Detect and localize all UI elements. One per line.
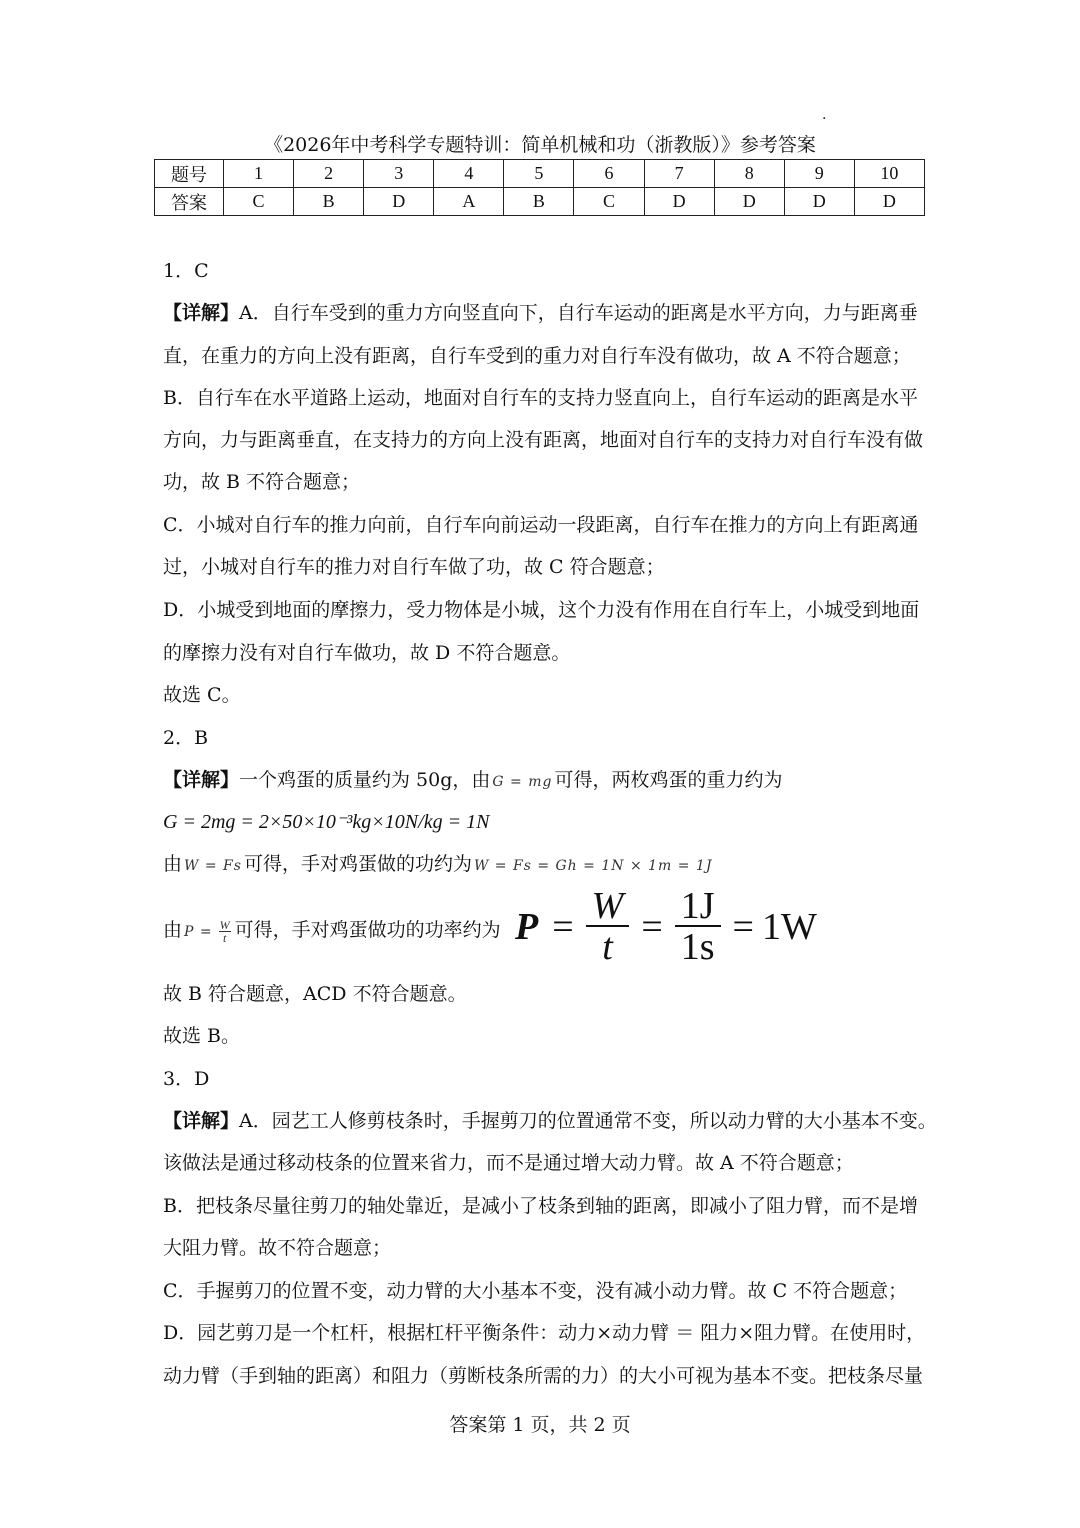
table-cell: D xyxy=(364,188,434,216)
q3-heading: 3．D xyxy=(163,1068,210,1090)
page-footer: 答案第 1 页，共 2 页 xyxy=(449,1414,631,1436)
q2-line-3 xyxy=(163,852,714,878)
gravity-formula: G = mg xyxy=(492,774,553,790)
power-symbol: P = xyxy=(184,924,213,940)
q2-text: 可得，手对鸡蛋做的功约为 xyxy=(243,853,472,875)
q1-text: A．自行车受到的重力方向竖直向下，自行车运动的距离是水平方向，力与距离垂 xyxy=(239,302,918,324)
detail-tag: 【详解】 xyxy=(163,1110,240,1132)
table-cell: 3 xyxy=(364,160,434,188)
table-cell: 5 xyxy=(504,160,574,188)
fraction-denominator: t xyxy=(222,930,227,945)
table-row-answers xyxy=(155,188,925,216)
q1-line-5: 功，故 B 不符合题意； xyxy=(163,471,361,493)
fraction-w-over-t xyxy=(586,887,630,967)
table-cell: 7 xyxy=(644,160,714,188)
q1-line-7: 过，小城对自行车的推力对自行车做了功，故 C 符合题意； xyxy=(163,556,665,578)
table-cell: 9 xyxy=(784,160,854,188)
equals-sign: = xyxy=(732,906,754,948)
q2-conclusion: 故选 B。 xyxy=(163,1025,241,1047)
q2-text: 由 xyxy=(163,853,183,875)
page-mark: . xyxy=(822,107,827,123)
q2-text: 可得，手对鸡蛋做功的功率约为 xyxy=(234,919,501,941)
q2-text: 可得，两枚鸡蛋的重力约为 xyxy=(554,769,783,791)
table-cell: B xyxy=(294,188,364,216)
table-cell: 1 xyxy=(224,160,294,188)
table-row-numbers xyxy=(155,160,925,188)
q1-line-2: 直，在重力的方向上没有距离，自行车受到的重力对自行车没有做功，故 A 不符合题意； xyxy=(163,345,911,367)
q1-line-3: B．自行车在水平道路上运动，地面对自行车的支持力竖直向上，自行车运动的距离是水平 xyxy=(163,387,918,409)
equals-sign: = xyxy=(641,906,663,948)
fraction-numerator: W xyxy=(219,917,230,932)
equals-sign: = xyxy=(552,906,574,948)
table-cell: D xyxy=(714,188,784,216)
document-title: 《2026年中考科学专题特训：简单机械和功（浙教版）》参考答案 xyxy=(264,134,816,156)
q1-line-9: 的摩擦力没有对自行车做功，故 D 不符合题意。 xyxy=(163,642,571,664)
q1-line-6: C．小城对自行车的推力向前，自行车向前运动一段距离，自行车在推力的方向上有距离通 xyxy=(163,514,919,536)
q2-power-text xyxy=(163,918,501,944)
weight-calculation: G = 2mg = 2×50×10⁻³kg×10N/kg = 1N xyxy=(163,811,490,833)
table-cell: D xyxy=(644,188,714,216)
table-header-answer: 答案 xyxy=(155,188,224,216)
power-var: P xyxy=(515,906,539,948)
q2-text: 一个鸡蛋的质量约为 50g，由 xyxy=(239,769,491,791)
q2-line-1 xyxy=(163,768,782,794)
table-cell: 4 xyxy=(434,160,504,188)
q2-heading: 2．B xyxy=(163,727,209,749)
q3-line-1 xyxy=(163,1109,937,1133)
detail-tag: 【详解】 xyxy=(163,302,240,324)
power-equation xyxy=(509,887,817,967)
table-cell: B xyxy=(504,188,574,216)
table-cell: 8 xyxy=(714,160,784,188)
table-cell: A xyxy=(434,188,504,216)
table-header-number: 题号 xyxy=(155,160,224,188)
q2-text: 由 xyxy=(163,919,183,941)
work-formula: W = Fs xyxy=(184,858,242,874)
q3-line-3: B．把枝条尽量往剪刀的轴处靠近，是减小了枝条到轴的距离，即减小了阻力臂，而不是增 xyxy=(163,1195,918,1217)
q1-conclusion: 故选 C。 xyxy=(163,684,241,706)
table-cell: 6 xyxy=(574,160,644,188)
q2-line-5: 故 B 符合题意，ACD 不符合题意。 xyxy=(163,983,467,1005)
detail-tag: 【详解】 xyxy=(163,769,240,791)
work-calculation: W = Fs = Gh = 1N × 1m = 1J xyxy=(473,858,713,874)
table-cell: 10 xyxy=(854,160,924,188)
q3-line-4: 大阻力臂。故不符合题意； xyxy=(163,1237,392,1259)
fraction-numerator: 1J xyxy=(675,887,721,927)
q3-text: A．园艺工人修剪枝条时，手握剪刀的位置通常不变，所以动力臂的大小基本不变。 xyxy=(239,1110,937,1132)
table-cell: 2 xyxy=(294,160,364,188)
table-cell: D xyxy=(784,188,854,216)
table-cell: C xyxy=(224,188,294,216)
q3-line-7: 动力臂（手到轴的距离）和阻力（剪断枝条所需的力）的大小可视为基本不变。把枝条尽量 xyxy=(163,1365,924,1387)
q3-line-6: D．园艺剪刀是一个杠杆，根据杠杆平衡条件：动力×动力臂 ＝ 阻力×阻力臂。在使用时， xyxy=(163,1322,926,1344)
fraction-numerator: W xyxy=(586,887,630,927)
q1-line-1 xyxy=(163,301,918,325)
fraction-denominator: 1s xyxy=(680,926,715,968)
q3-line-2: 该做法是通过移动枝条的位置来省力，而不是通过增大动力臂。故 A 不符合题意； xyxy=(163,1152,854,1174)
answer-table xyxy=(154,159,925,216)
table-cell: C xyxy=(574,188,644,216)
power-fraction xyxy=(219,919,231,944)
fraction-values xyxy=(675,887,721,967)
q3-line-5: C．手握剪刀的位置不变，动力臂的大小基本不变，没有减小动力臂。故 C 不符合题意； xyxy=(163,1280,908,1302)
fraction-denominator: t xyxy=(602,926,613,968)
power-result: 1W xyxy=(761,906,817,948)
q1-line-8: D．小城受到地面的摩擦力，受力物体是小城，这个力没有作用在自行车上，小城受到地面 xyxy=(163,599,920,621)
q1-line-4: 方向，力与距离垂直，在支持力的方向上没有距离，地面对自行车的支持力对自行车没有做 xyxy=(163,429,924,451)
q1-heading: 1．C xyxy=(163,260,209,282)
table-cell: D xyxy=(854,188,924,216)
